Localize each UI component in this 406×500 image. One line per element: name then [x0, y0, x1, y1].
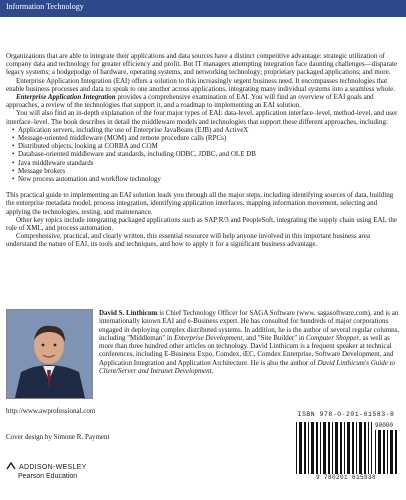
description — [6, 52, 400, 249]
publisher-url: http://www.awprofessional.com — [6, 407, 96, 415]
paragraph: Enterprise Application Integration (EAI) offers a solution to this increasingly urgent business need. It encompasses technologies that enable business processes and data to speak to one another across applications, integrating many individual systems into a seamless whole. — [6, 76, 395, 93]
paragraph: You will also find an in-depth explanation of the four major types of EAI: data-level, application interface–level, method-level, and user interface–level. The book describes in detail the middleware models and technologies that support these different approaches, including: — [6, 109, 398, 126]
bullet-list — [6, 126, 400, 183]
paragraph: Other key topics include integrating packaged applications such as SAP R/3 and PeopleSoft, integrating the supply chain using EAI, the role of XML, and process automation. — [6, 215, 397, 233]
author-photo — [6, 309, 93, 399]
list-item: • Database-oriented middleware and standards, including ODBC, JDBC, and OLE DB — [12, 150, 400, 158]
publisher-name: ADDISON-WESLEY — [19, 463, 87, 471]
price-bars — [375, 430, 399, 474]
cover-credit: Cover design by Simone R. Payment — [6, 433, 110, 441]
list-item: • New process automation and workflow technology — [12, 175, 400, 183]
barcode-digits: 9 780201 615838 — [315, 474, 376, 481]
paragraph: This practical guide to implementing an EAI solution leads you through all the major steps, including identifying sources of data, building the enterprise metadata model, process integration, identifying application interfaces, mapping information movement, selecting and applying the technologies, testing, and maintenance. — [6, 191, 394, 216]
barcode — [290, 411, 402, 485]
category-bar — [0, 0, 406, 17]
book-title: Enterprise Application Integration — [16, 93, 116, 102]
author-name: David S. Linthicum — [99, 309, 158, 317]
list-item: • Distributed objects, looking at CORBA and COM — [12, 142, 400, 150]
isbn-label: ISBN 978-0-201-61583-8 — [297, 411, 395, 418]
paragraph: Organizations that are able to integrate their applications and data sources have a distinct competitive advantage: strategic utilization of company data and technology for greater efficiency and profit. But IT managers attempting integration face daunting challenges—disparate legacy systems; a hodgepodge of hardware, operating systems, and networking technology; proprietary packaged applications; and more. — [6, 52, 398, 77]
list-item: • Message brokers — [12, 167, 400, 175]
paragraph: Comprehensive, practical, and clearly written, this essential resource will help anyone involved in this important business area understand the nature of EAI, its tools and techniques, and how to apply it for a significant business advantage. — [6, 232, 370, 249]
author-bio: David S. Linthicum is Chief Technology Officer for SAGA Software (www. sagasoftware.com), and is an internationally known EAI and e-Business expert. He has consulted for hundreds of major corporations engaged in deploying complex distributed systems. In addition, he is the author of several regular columns, including "Middleman" in Enterprise Development, and "Site Builder" in Computer Shopper, as well as more than three hundred other articles on technology. David Linthicum is a frequent speaker at technical conferences, including E-Business Expo, Comdex, iEC, Comdex Enterprise, Software Development, and Application Integration and Application Architecture. He is also the author of David Linthicum's Guide to Client/Server and Intranet Development. — [6, 309, 400, 399]
list-item: • Application servers, including the use of Enterprise JavaBeans (EJB) and ActiveX — [12, 126, 400, 134]
list-item: • Java middleware standards — [12, 159, 400, 167]
publisher-logo-icon — [6, 462, 16, 472]
price-code: 90000 — [375, 422, 394, 429]
publisher-parent: Pearson Education — [18, 473, 78, 480]
category-label: Information Technology — [6, 2, 84, 11]
publisher-block — [6, 462, 87, 480]
list-item: • Message-oriented middleware (MOM) and remote procedure calls (RPCs) — [12, 134, 400, 142]
barcode-bars — [296, 422, 372, 474]
paragraph: Enterprise Application Integration provides a comprehensive examination of EAI. You will find an overview of EAI goals and approaches, a review of the technologies that support it, and a roadmap to implementing an EAI solution. — [6, 93, 374, 110]
